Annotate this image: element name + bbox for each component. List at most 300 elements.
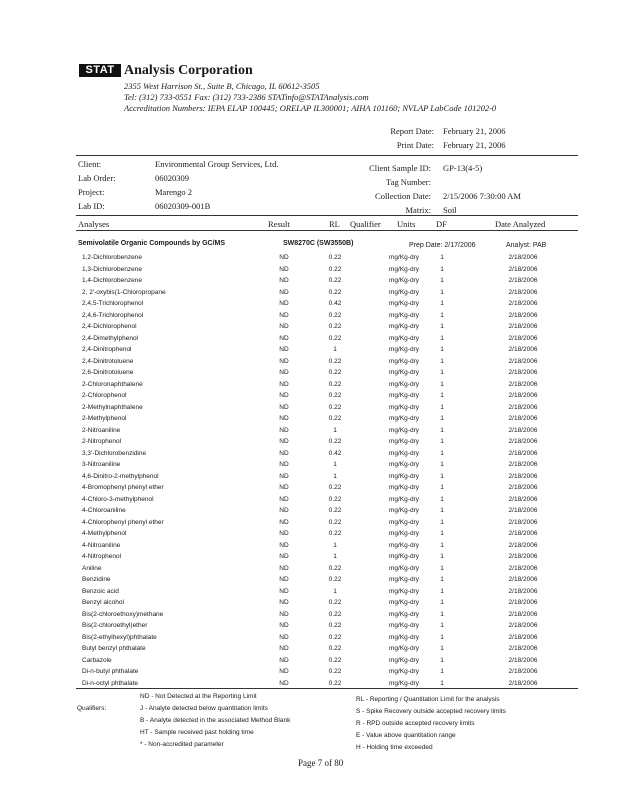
df-value: 1 (440, 576, 444, 583)
qualifier-r: R - RPD outside accepted recovery limits (356, 720, 475, 727)
units-value: mg/Kg-dry (389, 484, 419, 491)
col-date-analyzed: Date Analyzed (495, 219, 546, 229)
date-analyzed-value: 2/18/2006 (508, 518, 538, 526)
result-value: ND (279, 380, 289, 388)
analyte-name: 2,4-Dichlorophenol (82, 323, 137, 330)
units-value: mg/Kg-dry (389, 645, 419, 652)
df-value: 1 (440, 530, 444, 537)
analyte-name: Aniline (82, 564, 102, 572)
rl-value: 0.22 (328, 518, 342, 526)
table-row (0, 611, 642, 622)
rl-value: 0.22 (328, 334, 342, 342)
df-value: 1 (440, 323, 444, 330)
rl-value: 0.22 (328, 564, 342, 572)
table-row (0, 473, 642, 484)
df-value: 1 (440, 518, 444, 526)
df-value: 1 (440, 300, 444, 307)
units-value: mg/Kg-dry (389, 369, 419, 376)
date-analyzed-value: 2/18/2006 (508, 300, 538, 307)
df-value: 1 (440, 541, 444, 549)
result-value: ND (279, 357, 289, 365)
units-value: mg/Kg-dry (389, 403, 419, 411)
date-analyzed-value: 2/18/2006 (508, 311, 538, 319)
company-name: Analysis Corporation (124, 63, 253, 78)
table-row (0, 369, 642, 380)
table-row (0, 289, 642, 300)
units-value: mg/Kg-dry (389, 553, 419, 560)
section-title: Semivolatile Organic Compounds by GC/MS (78, 240, 226, 247)
qualifier-j: J - Analyte detected below quantitation limits (140, 705, 268, 712)
df-value: 1 (440, 656, 444, 664)
rl-value: 0.22 (328, 507, 342, 514)
units-value: mg/Kg-dry (389, 449, 419, 457)
table-row (0, 277, 642, 288)
date-analyzed-value: 2/18/2006 (508, 633, 538, 641)
result-value: ND (279, 369, 289, 376)
date-analyzed-value: 2/18/2006 (508, 449, 538, 457)
collection-date-label: Collection Date: (375, 191, 431, 201)
date-analyzed-value: 2/18/2006 (508, 277, 538, 284)
client-sample-label: Client Sample ID: (369, 163, 431, 173)
rl-value: 1 (333, 426, 337, 434)
analyte-name: Di-n-butyl phthalate (82, 668, 139, 675)
result-value: ND (279, 633, 289, 641)
rl-value: 0.22 (328, 656, 342, 664)
client-sample-value: GP-13(4-5) (443, 163, 483, 173)
section-prep-date: Prep Date: 2/17/2006 (409, 242, 476, 249)
units-value: mg/Kg-dry (389, 311, 419, 319)
analyte-name: 2,4-Dinitrotoluene (82, 357, 134, 365)
rl-value: 0.22 (328, 357, 342, 365)
section-analyst: Analyst: PAB (506, 242, 547, 249)
units-value: mg/Kg-dry (389, 461, 419, 468)
table-row (0, 392, 642, 403)
rl-value: 0.22 (328, 369, 342, 376)
table-row (0, 404, 642, 415)
units-value: mg/Kg-dry (389, 564, 419, 572)
date-analyzed-value: 2/18/2006 (508, 530, 538, 537)
df-value: 1 (440, 311, 444, 319)
table-row (0, 553, 642, 564)
result-value: ND (279, 645, 289, 652)
analyte-name: 2,6-Dinitrotoluene (82, 369, 134, 376)
lab-id-value: 06020309-001B (155, 201, 211, 211)
df-value: 1 (440, 645, 444, 652)
df-value: 1 (440, 449, 444, 457)
qualifier-s: S - Spike Recovery outside accepted recovery limits (356, 708, 506, 715)
project-value: Marengo 2 (155, 187, 193, 197)
date-analyzed-value: 2/18/2006 (508, 679, 538, 687)
date-analyzed-value: 2/18/2006 (508, 668, 538, 675)
analyte-name: 2,4,6-Trichlorophenol (82, 311, 144, 319)
rl-value: 0.22 (328, 288, 342, 296)
result-value: ND (279, 472, 289, 480)
analyte-name: 2-Methylnaphthalene (82, 403, 143, 411)
result-value: ND (279, 541, 289, 549)
date-analyzed-value: 2/18/2006 (508, 438, 538, 445)
analyte-name: 4-Nitrophenol (82, 553, 122, 560)
units-value: mg/Kg-dry (389, 507, 419, 514)
date-analyzed-value: 2/18/2006 (508, 403, 538, 411)
result-value: ND (279, 449, 289, 457)
client-label: Client: (78, 159, 102, 169)
col-analyses: Analyses (78, 219, 110, 229)
result-value: ND (279, 311, 289, 319)
date-analyzed-value: 2/18/2006 (508, 656, 538, 664)
analyte-name: 1,2-Dichlorobenzene (82, 254, 142, 261)
header-top-rule (76, 155, 578, 156)
analyte-name: 2,4,5-Trichlorophenol (82, 300, 144, 307)
table-row (0, 346, 642, 357)
project-label: Project: (78, 187, 105, 197)
units-value: mg/Kg-dry (389, 265, 419, 273)
df-value: 1 (440, 426, 444, 434)
rl-value: 1 (333, 541, 337, 549)
units-value: mg/Kg-dry (389, 415, 419, 422)
units-value: mg/Kg-dry (389, 656, 419, 664)
date-analyzed-value: 2/18/2006 (508, 380, 538, 388)
table-row (0, 530, 642, 541)
table-row (0, 335, 642, 346)
report-date-value: February 21, 2006 (443, 126, 506, 136)
rl-value: 0.22 (328, 277, 342, 284)
result-value: ND (279, 507, 289, 514)
table-row (0, 312, 642, 323)
df-value: 1 (440, 622, 444, 629)
qualifier-ht: HT - Sample received past holding time (140, 729, 254, 736)
table-row (0, 438, 642, 449)
rl-value: 0.22 (328, 265, 342, 273)
table-row (0, 358, 642, 369)
date-analyzed-value: 2/18/2006 (508, 392, 538, 399)
result-value: ND (279, 656, 289, 664)
table-row (0, 599, 642, 610)
date-analyzed-value: 2/18/2006 (508, 346, 538, 353)
date-analyzed-value: 2/18/2006 (508, 599, 538, 606)
units-value: mg/Kg-dry (389, 380, 419, 388)
table-row (0, 450, 642, 461)
df-value: 1 (440, 369, 444, 376)
rl-value: 0.22 (328, 645, 342, 652)
result-value: ND (279, 461, 289, 468)
rl-value: 0.22 (328, 484, 342, 491)
rl-value: 0.22 (328, 323, 342, 330)
result-value: ND (279, 484, 289, 491)
rl-value: 0.22 (328, 311, 342, 319)
table-row (0, 657, 642, 668)
df-value: 1 (440, 346, 444, 353)
units-value: mg/Kg-dry (389, 346, 419, 353)
result-value: ND (279, 587, 289, 595)
rl-value: 0.22 (328, 599, 342, 606)
qualifier-h: H - Holding time exceeded (356, 744, 433, 751)
df-value: 1 (440, 610, 444, 618)
rl-value: 0.22 (328, 679, 342, 687)
rl-value: 1 (333, 461, 337, 468)
date-analyzed-value: 2/18/2006 (508, 461, 538, 468)
date-analyzed-value: 2/18/2006 (508, 576, 538, 583)
rl-value: 0.22 (328, 576, 342, 583)
result-value: ND (279, 403, 289, 411)
date-analyzed-value: 2/18/2006 (508, 622, 538, 629)
analyte-name: Bis(2-chloroethoxy)methane (82, 610, 164, 618)
result-value: ND (279, 265, 289, 273)
df-value: 1 (440, 461, 444, 468)
units-value: mg/Kg-dry (389, 334, 419, 342)
col-qualifier: Qualifier (350, 219, 381, 229)
col-result: Result (268, 219, 290, 229)
result-value: ND (279, 668, 289, 675)
result-value: ND (279, 426, 289, 434)
date-analyzed-value: 2/18/2006 (508, 495, 538, 503)
units-value: mg/Kg-dry (389, 587, 419, 595)
df-value: 1 (440, 507, 444, 514)
date-analyzed-value: 2/18/2006 (508, 564, 538, 572)
units-value: mg/Kg-dry (389, 288, 419, 296)
result-value: ND (279, 553, 289, 560)
analyte-name: Di-n-octyl phthalate (82, 679, 138, 687)
date-analyzed-value: 2/18/2006 (508, 553, 538, 560)
units-value: mg/Kg-dry (389, 323, 419, 330)
date-analyzed-value: 2/18/2006 (508, 415, 538, 422)
df-value: 1 (440, 564, 444, 572)
lab-order-value: 06020309 (155, 173, 189, 183)
rl-value: 1 (333, 472, 337, 480)
analyte-name: Benzoic acid (82, 587, 119, 595)
table-row (0, 266, 642, 277)
units-value: mg/Kg-dry (389, 679, 419, 687)
table-row (0, 576, 642, 587)
company-address: 2355 West Harrison St., Suite B, Chicago, IL 60612-3505 (124, 81, 320, 91)
rl-value: 0.22 (328, 530, 342, 537)
rl-value: 0.22 (328, 622, 342, 629)
date-analyzed-value: 2/18/2006 (508, 265, 538, 273)
columns-bottom-rule (76, 230, 578, 231)
df-value: 1 (440, 392, 444, 399)
df-value: 1 (440, 553, 444, 560)
analyte-name: 4-Chloro-3-methylphenol (82, 495, 154, 503)
analyte-name: 4-Methylphenol (82, 530, 127, 537)
company-phone: Tel: (312) 733-0551 Fax: (312) 733-2386 STATinfo@STATAnalysis.com (124, 92, 369, 102)
units-value: mg/Kg-dry (389, 610, 419, 618)
result-value: ND (279, 622, 289, 629)
result-value: ND (279, 300, 289, 307)
table-row (0, 427, 642, 438)
df-value: 1 (440, 495, 444, 503)
rl-value: 0.22 (328, 415, 342, 422)
analyte-name: Benzidine (82, 576, 111, 583)
units-value: mg/Kg-dry (389, 472, 419, 480)
result-value: ND (279, 334, 289, 342)
analyte-name: Bis(2-chloroethyl)ether (82, 622, 148, 629)
units-value: mg/Kg-dry (389, 599, 419, 606)
result-value: ND (279, 518, 289, 526)
date-analyzed-value: 2/18/2006 (508, 369, 538, 376)
qualifiers-top-rule (76, 688, 578, 689)
result-value: ND (279, 277, 289, 284)
table-row (0, 461, 642, 472)
result-value: ND (279, 415, 289, 422)
date-analyzed-value: 2/18/2006 (508, 587, 538, 595)
rl-value: 0.22 (328, 254, 342, 261)
qualifier-star: * - Non-accredited parameter (140, 741, 224, 748)
result-value: ND (279, 530, 289, 537)
units-value: mg/Kg-dry (389, 277, 419, 284)
units-value: mg/Kg-dry (389, 357, 419, 365)
rl-value: 0.22 (328, 495, 342, 503)
company-accreditation: Accreditation Numbers: IEPA ELAP 100445; ORELAP IL300001; AIHA 101160; NVLAP LabCode 101202-0 (124, 103, 497, 113)
df-value: 1 (440, 265, 444, 273)
tag-number-label: Tag Number: (386, 177, 431, 187)
qualifier-rl: RL - Reporting / Quantitation Limit for the analysis (356, 696, 500, 703)
rl-value: 0.22 (328, 610, 342, 618)
result-value: ND (279, 392, 289, 399)
analyte-name: 2-Chloronaphthalene (82, 380, 143, 388)
rl-value: 1 (333, 346, 337, 353)
table-row (0, 622, 642, 633)
table-row (0, 254, 642, 265)
lab-id-label: Lab ID: (78, 201, 105, 211)
date-analyzed-value: 2/18/2006 (508, 426, 538, 434)
analyte-name: 2-Nitrophenol (82, 438, 122, 445)
units-value: mg/Kg-dry (389, 300, 419, 307)
analyte-name: 4,6-Dinitro-2-methylphenol (82, 472, 159, 480)
df-value: 1 (440, 334, 444, 342)
result-value: ND (279, 564, 289, 572)
date-analyzed-value: 2/18/2006 (508, 541, 538, 549)
collection-date-value: 2/15/2006 7:30:00 AM (443, 191, 521, 201)
analyte-name: 2, 2'-oxybis(1-Chloropropane (82, 288, 166, 296)
table-row (0, 381, 642, 392)
matrix-value: Soil (443, 205, 457, 215)
table-row (0, 496, 642, 507)
analyte-name: 2-Methylphenol (82, 415, 127, 422)
df-value: 1 (440, 587, 444, 595)
table-row (0, 634, 642, 645)
df-value: 1 (440, 472, 444, 480)
analyte-name: Benzyl alcohol (82, 599, 124, 606)
table-row (0, 507, 642, 518)
df-value: 1 (440, 438, 444, 445)
analyte-name: 4-Chlorophenyl phenyl ether (82, 518, 164, 526)
df-value: 1 (440, 484, 444, 491)
units-value: mg/Kg-dry (389, 392, 419, 399)
date-analyzed-value: 2/18/2006 (508, 507, 538, 514)
qualifiers-label: Qualifiers: (77, 705, 107, 712)
analyte-name: 4-Bromophenyl phenyl ether (82, 484, 164, 491)
result-value: ND (279, 254, 289, 261)
rl-value: 1 (333, 553, 337, 560)
df-value: 1 (440, 679, 444, 687)
rl-value: 0.42 (328, 449, 342, 457)
units-value: mg/Kg-dry (389, 541, 419, 549)
rl-value: 0.22 (328, 403, 342, 411)
units-value: mg/Kg-dry (389, 518, 419, 526)
info-bottom-rule (76, 215, 578, 216)
date-analyzed-value: 2/18/2006 (508, 334, 538, 342)
df-value: 1 (440, 633, 444, 641)
result-value: ND (279, 346, 289, 353)
analyte-name: 4-Chloroaniline (82, 507, 126, 514)
result-value: ND (279, 495, 289, 503)
table-row (0, 415, 642, 426)
qualifier-b: B - Analyte detected in the associated Method Blank (140, 717, 291, 724)
units-value: mg/Kg-dry (389, 438, 419, 445)
rl-value: 0.22 (328, 633, 342, 641)
df-value: 1 (440, 415, 444, 422)
stat-logo: STAT (79, 64, 121, 77)
date-analyzed-value: 2/18/2006 (508, 610, 538, 618)
date-analyzed-value: 2/18/2006 (508, 323, 538, 330)
result-value: ND (279, 288, 289, 296)
units-value: mg/Kg-dry (389, 254, 419, 261)
table-row (0, 484, 642, 495)
analyte-name: 2-Nitroaniline (82, 426, 121, 434)
table-row (0, 323, 642, 334)
table-row (0, 645, 642, 656)
rl-value: 0.22 (328, 392, 342, 399)
client-value: Environmental Group Services, Ltd. (155, 159, 279, 169)
df-value: 1 (440, 599, 444, 606)
units-value: mg/Kg-dry (389, 576, 419, 583)
rl-value: 0.22 (328, 438, 342, 445)
df-value: 1 (440, 357, 444, 365)
units-value: mg/Kg-dry (389, 668, 419, 675)
table-row (0, 519, 642, 530)
result-value: ND (279, 599, 289, 606)
result-value: ND (279, 610, 289, 618)
rl-value: 0.22 (328, 668, 342, 675)
table-row (0, 668, 642, 679)
lab-order-label: Lab Order: (78, 173, 116, 183)
date-analyzed-value: 2/18/2006 (508, 484, 538, 491)
matrix-label: Matrix: (405, 205, 431, 215)
units-value: mg/Kg-dry (389, 426, 419, 434)
units-value: mg/Kg-dry (389, 622, 419, 629)
print-date-label: Print Date: (396, 140, 434, 150)
table-row (0, 542, 642, 553)
page-number: Page 7 of 80 (298, 758, 344, 768)
date-analyzed-value: 2/18/2006 (508, 645, 538, 652)
table-row (0, 300, 642, 311)
df-value: 1 (440, 277, 444, 284)
table-row (0, 565, 642, 576)
analyte-name: Carbazole (82, 656, 112, 664)
qualifier-nd: ND - Not Detected at the Reporting Limit (140, 693, 257, 700)
section-method: SW8270C (SW3550B) (283, 240, 354, 247)
date-analyzed-value: 2/18/2006 (508, 254, 538, 261)
units-value: mg/Kg-dry (389, 633, 419, 641)
analyte-name: 3,3'-Dichlorobenzidine (82, 449, 147, 457)
df-value: 1 (440, 403, 444, 411)
units-value: mg/Kg-dry (389, 530, 419, 537)
rl-value: 1 (333, 587, 337, 595)
analyte-name: 1,4-Dichlorobenzene (82, 277, 142, 284)
analyte-name: Butyl benzyl phthalate (82, 645, 146, 652)
print-date-value: February 21, 2006 (443, 140, 506, 150)
col-df: DF (436, 219, 447, 229)
analyte-name: 2-Chlorophenol (82, 392, 127, 399)
rl-value: 0.42 (328, 300, 342, 307)
analyte-name: 4-Nitroaniline (82, 541, 121, 549)
result-value: ND (279, 679, 289, 687)
df-value: 1 (440, 288, 444, 296)
qualifier-e: E - Value above quantitation range (356, 732, 456, 739)
date-analyzed-value: 2/18/2006 (508, 472, 538, 480)
col-rl: RL (329, 219, 340, 229)
result-value: ND (279, 576, 289, 583)
analyte-name: 1,3-Dichlorobenzene (82, 265, 142, 273)
